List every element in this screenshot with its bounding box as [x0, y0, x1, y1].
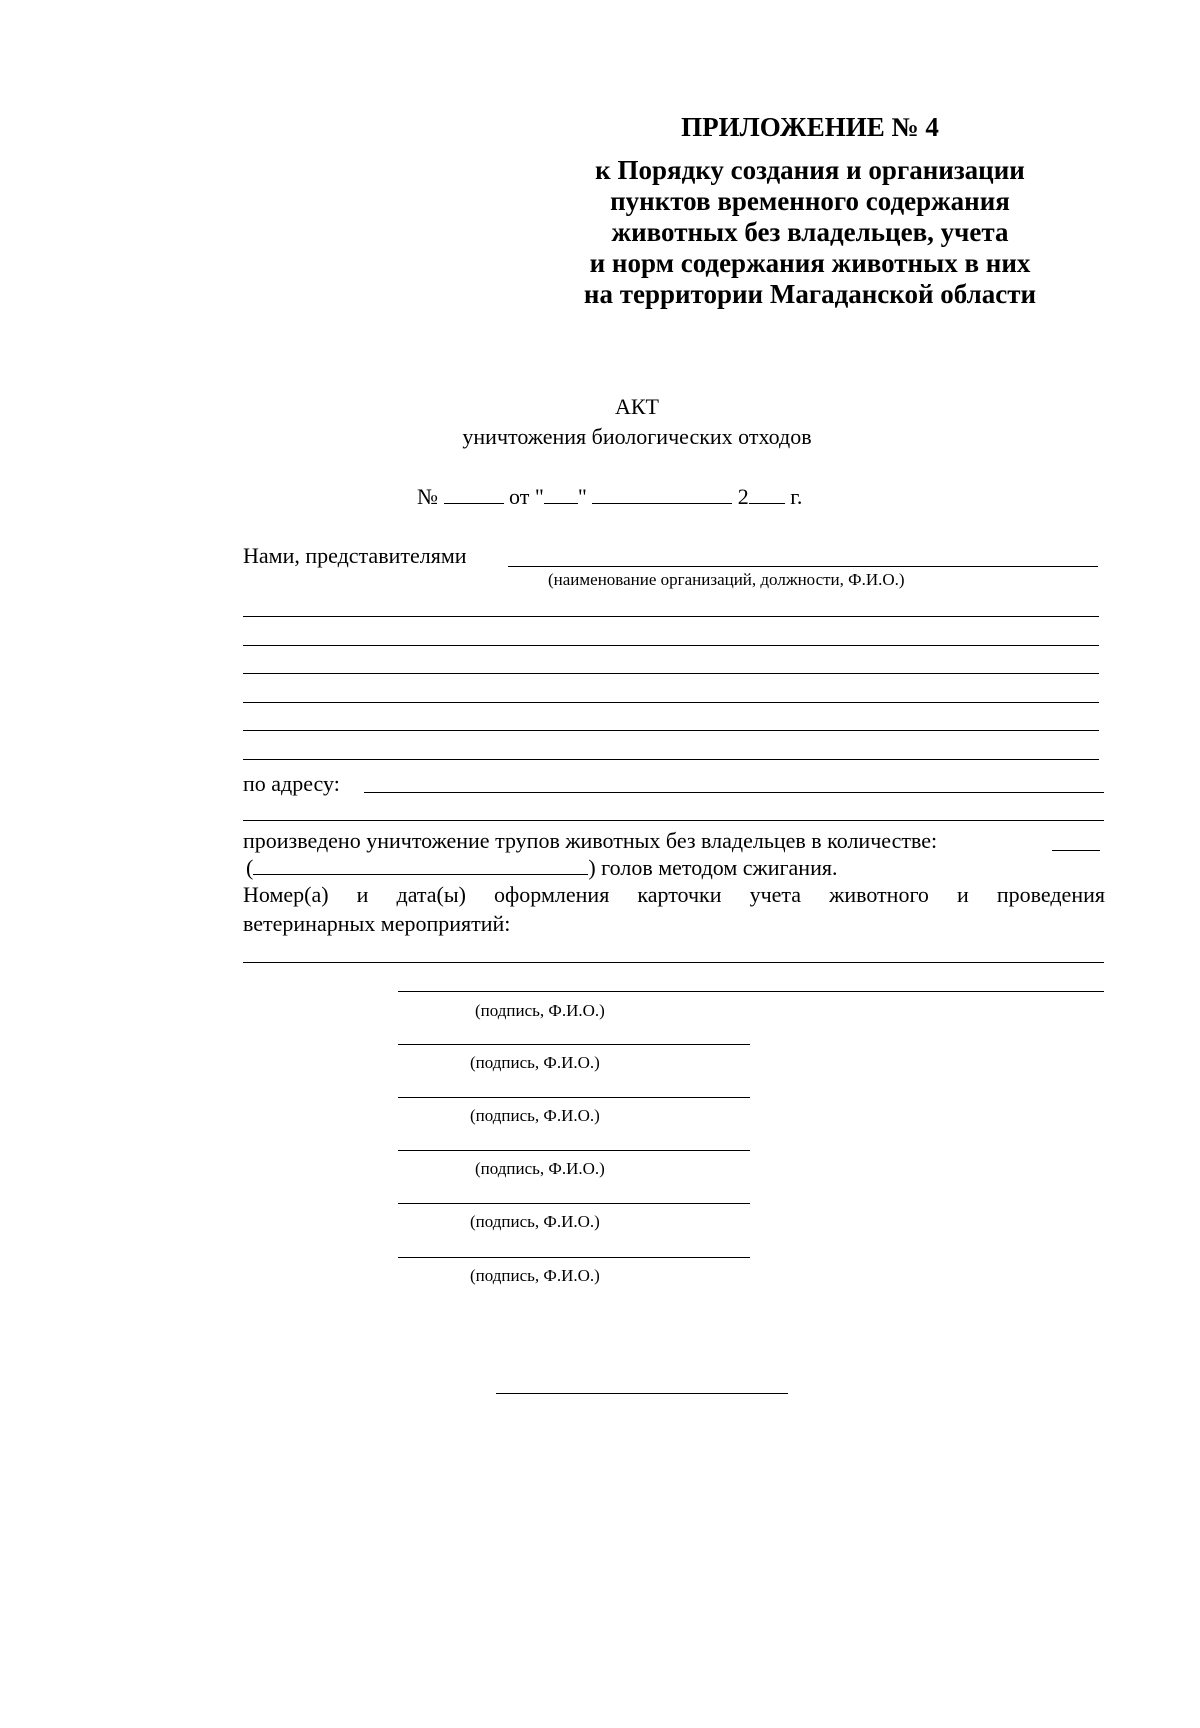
- signature-caption: (подпись, Ф.И.О.): [470, 1266, 600, 1285]
- quantity-words-row: [246, 855, 837, 881]
- representatives-label: Нами, представителями: [243, 543, 467, 568]
- signature-line[interactable]: [398, 1044, 750, 1045]
- destruction-text: произведено уничтожение трупов животных без владельцев в количестве:: [243, 828, 938, 853]
- day-blank[interactable]: [544, 485, 578, 504]
- heads-text: ) голов методом сжигания.: [588, 855, 838, 880]
- number-blank[interactable]: [444, 485, 504, 504]
- quantity-field[interactable]: [1052, 850, 1100, 851]
- month-blank[interactable]: [592, 485, 732, 504]
- open-paren: (: [246, 855, 254, 880]
- signature-line[interactable]: [398, 1203, 750, 1204]
- subtitle-line: к Порядку создания и организации: [595, 155, 1025, 185]
- signature-caption: (подпись, Ф.И.О.): [470, 1106, 600, 1125]
- subtitle-line: животных без владельцев, учета: [611, 217, 1009, 247]
- subtitle-line: и норм содержания животных в них: [589, 248, 1031, 278]
- year-blank[interactable]: [749, 485, 785, 504]
- number-sign: №: [417, 484, 438, 509]
- act-number-date: [417, 484, 802, 510]
- from-word: от ": [509, 484, 544, 509]
- card-field[interactable]: [243, 962, 1104, 963]
- subtitle-line: пунктов временного содержания: [610, 186, 1010, 216]
- card-text-2: ветеринарных мероприятий:: [243, 911, 511, 936]
- address-field[interactable]: [364, 792, 1104, 793]
- fill-line[interactable]: [243, 616, 1099, 617]
- signature-line[interactable]: [398, 991, 1104, 992]
- signature-line[interactable]: [398, 1257, 750, 1258]
- signature-caption: (подпись, Ф.И.О.): [470, 1212, 600, 1231]
- signature-line[interactable]: [398, 1150, 750, 1151]
- representatives-field[interactable]: [508, 566, 1098, 567]
- subtitle-line: на территории Магаданской области: [583, 279, 1037, 309]
- fill-line[interactable]: [243, 759, 1099, 760]
- act-title: АКТ: [615, 394, 659, 419]
- quote-close: ": [577, 484, 587, 509]
- closing-rule: [496, 1393, 788, 1394]
- signature-caption: (подпись, Ф.И.О.): [470, 1053, 600, 1072]
- fill-line[interactable]: [243, 702, 1099, 703]
- address-label: по адресу:: [243, 771, 340, 796]
- year-suffix: г.: [790, 484, 803, 509]
- quantity-words-field[interactable]: [253, 856, 588, 875]
- signature-caption: (подпись, Ф.И.О.): [475, 1001, 605, 1020]
- year-prefix: 2: [737, 484, 749, 509]
- signature-line[interactable]: [398, 1097, 750, 1098]
- card-text: Номер(а) и дата(ы) оформления карточки учета животного и проведения: [243, 882, 1105, 907]
- appendix-subtitle: [560, 155, 1060, 310]
- signature-caption: (подпись, Ф.И.О.): [475, 1159, 605, 1178]
- appendix-title: ПРИЛОЖЕНИЕ № 4: [681, 112, 939, 142]
- address-field-2[interactable]: [243, 820, 1104, 821]
- act-subtitle: уничтожения биологических отходов: [462, 424, 812, 449]
- representatives-caption: (наименование организаций, должности, Ф.И.О.): [548, 570, 905, 589]
- fill-line[interactable]: [243, 645, 1099, 646]
- fill-line[interactable]: [243, 673, 1099, 674]
- fill-line[interactable]: [243, 730, 1099, 731]
